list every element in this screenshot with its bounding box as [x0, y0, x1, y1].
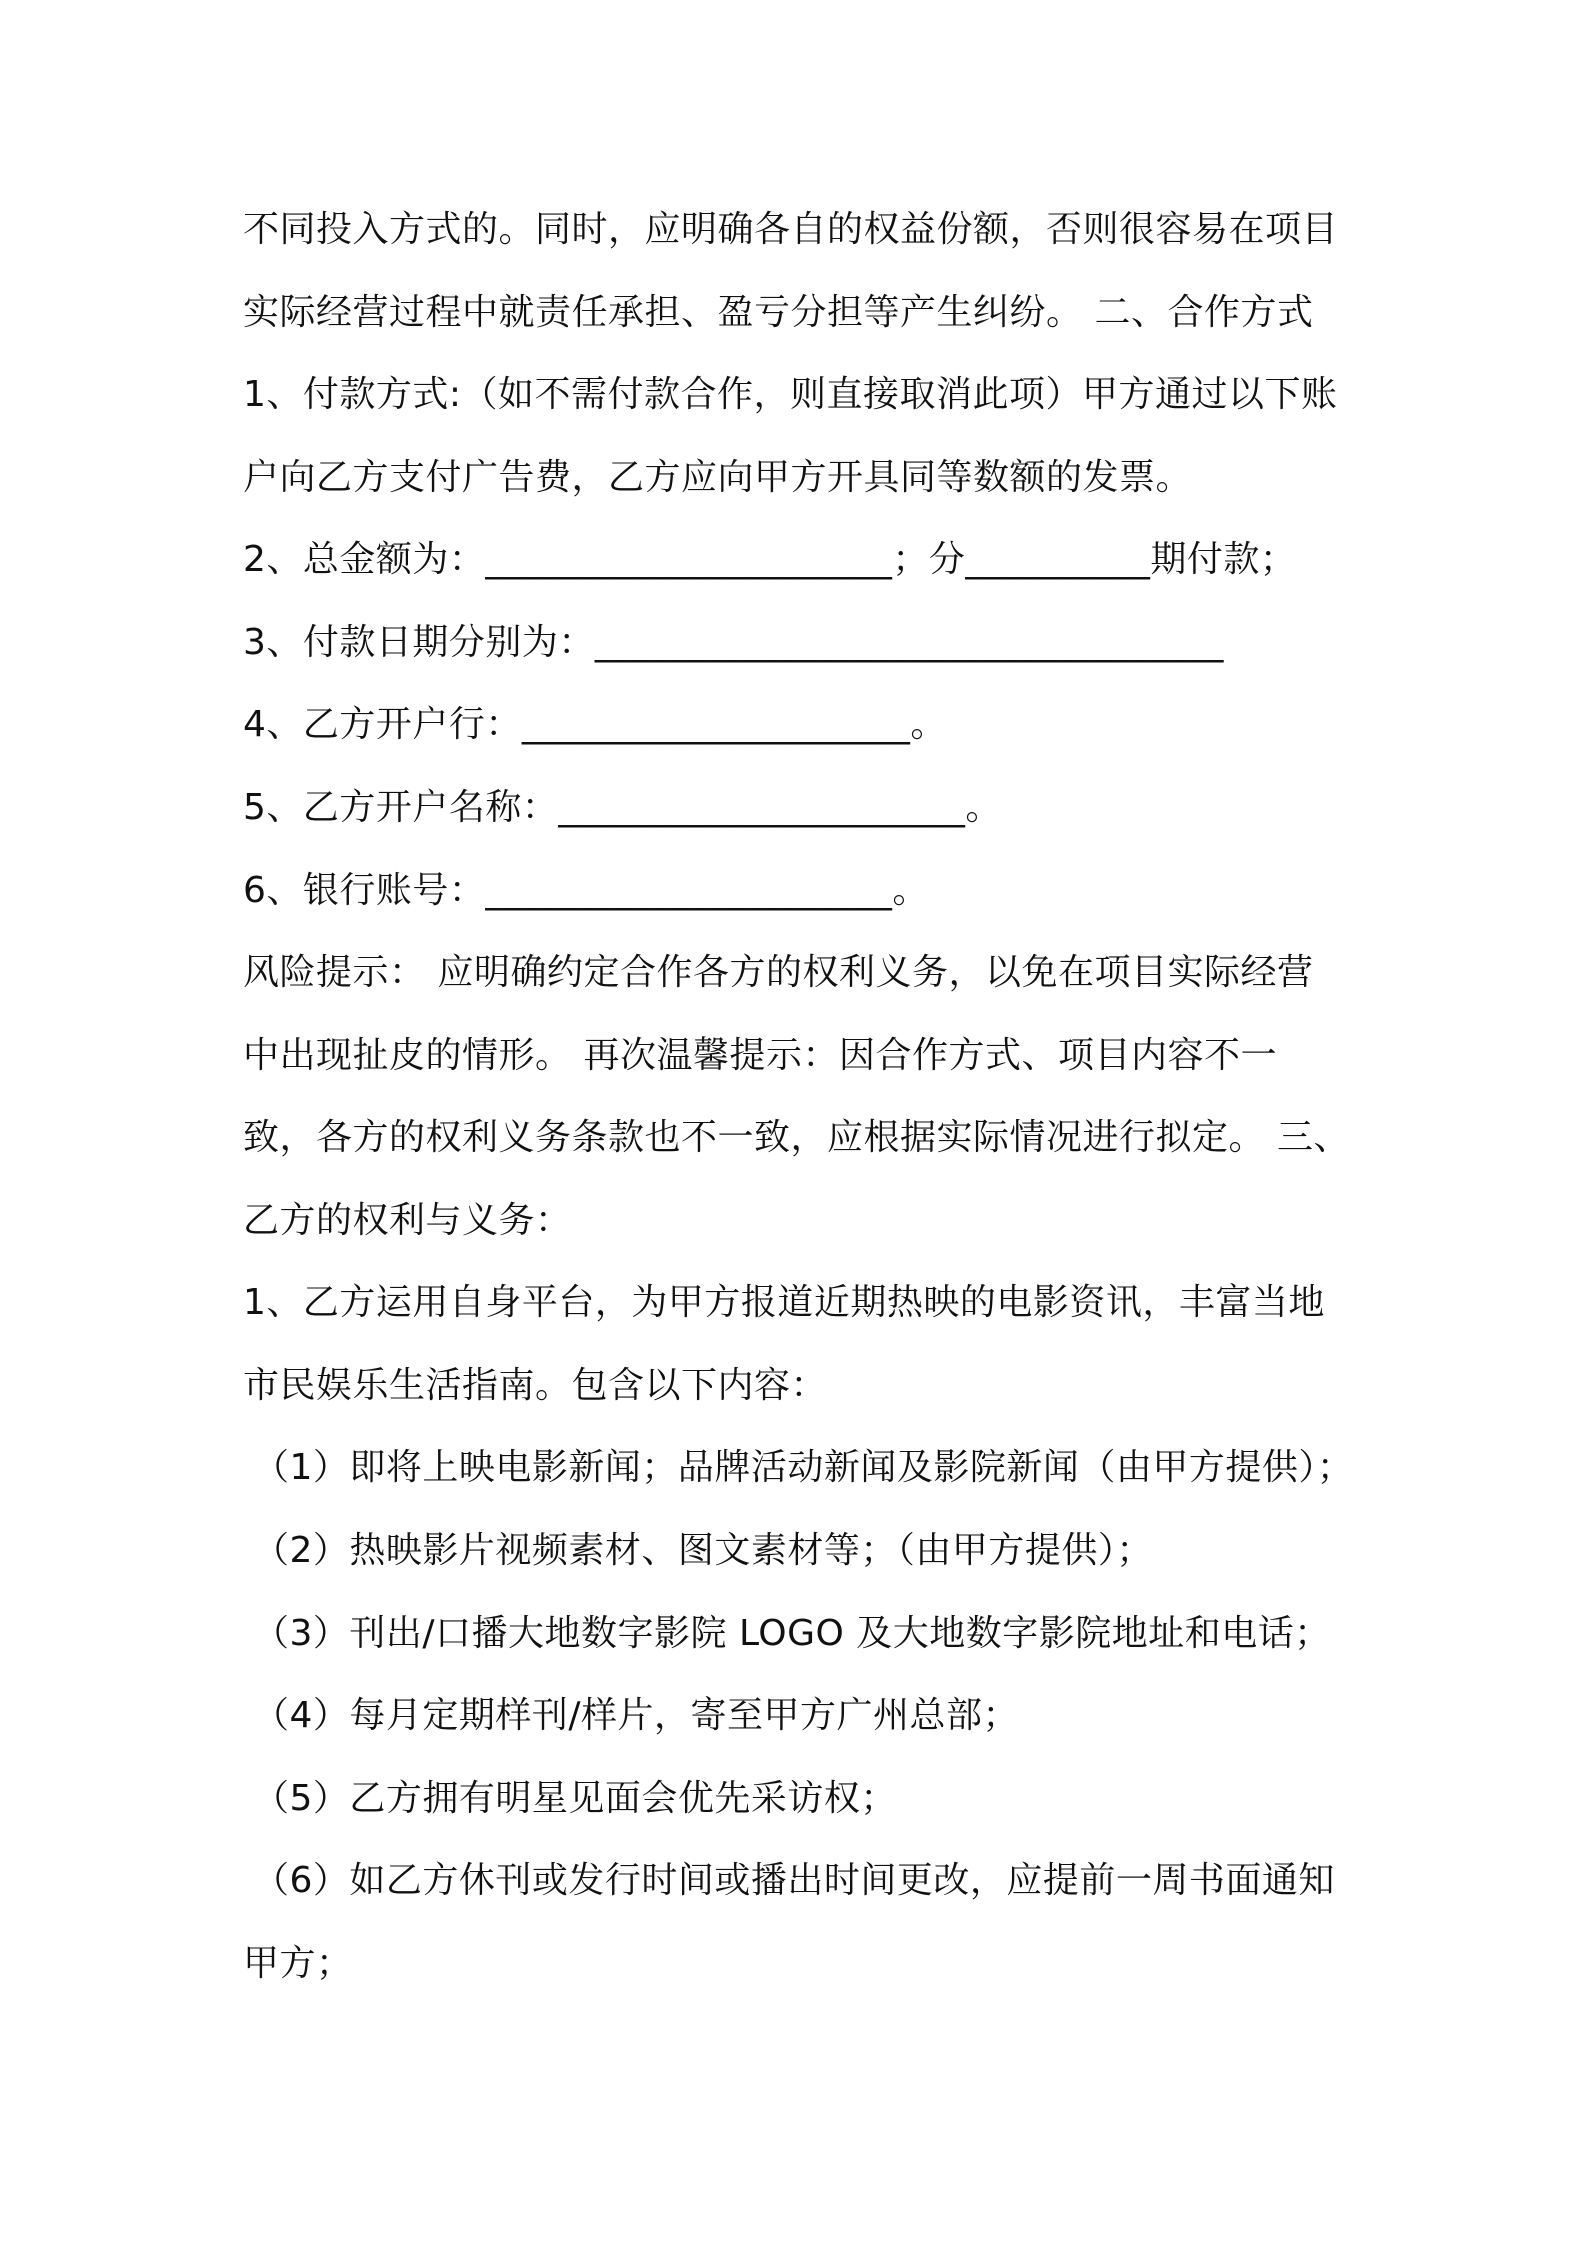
paragraph-line: 市民娱乐生活指南。包含以下内容： — [243, 1365, 828, 1406]
list-item: （3）刊出/口播大地数字影院 LOGO 及大地数字影院地址和电话； — [253, 1613, 1331, 1654]
list-item: （6）如乙方休刊或发行时间或播出时间更改，应提前一周书面通知 — [253, 1860, 1335, 1901]
paragraph-line: 实际经营过程中就责任承担、盈亏分担等产生纠纷。 二、合作方式 — [243, 292, 1314, 333]
paragraph-line: 不同投入方式的。同时，应明确各自的权益份额，否则很容易在项目 — [243, 209, 1339, 250]
list-item: （4）每月定期样刊/样片，寄至甲方广州总部； — [253, 1695, 1020, 1736]
payment-amount-line: 2、总金额为：______________________；分__________期付款； — [243, 539, 1297, 580]
paragraph-line: 中出现扯皮的情形。 再次温馨提示：因合作方式、项目内容不一 — [243, 1035, 1277, 1076]
paragraph-line: 致，各方的权利义务条款也不一致，应根据实际情况进行拟定。 三、 — [243, 1117, 1350, 1158]
risk-note-line: 风险提示： 应明确约定合作各方的权利义务，以免在项目实际经营 — [243, 952, 1314, 993]
paragraph-line: 甲方； — [243, 1943, 353, 1984]
list-item: （2）热映影片视频素材、图文素材等；（由甲方提供）； — [253, 1530, 1153, 1571]
section-heading-line: 乙方的权利与义务： — [243, 1200, 572, 1241]
account-number-line: 6、银行账号：______________________。 — [243, 870, 929, 911]
paragraph-line: 户向乙方支付广告费，乙方应向甲方开具同等数额的发票。 — [243, 457, 1193, 498]
paragraph-line: 1、付款方式:（如不需付款合作，则直接取消此项）甲方通过以下账 — [243, 374, 1338, 415]
payment-date-line: 3、付款日期分别为：__________________________________ — [243, 622, 1224, 663]
paragraph-line: 1、乙方运用自身平台，为甲方报道近期热映的电影资讯，丰富当地 — [243, 1282, 1325, 1323]
list-item: （5）乙方拥有明星见面会优先采访权； — [253, 1778, 897, 1819]
account-name-line: 5、乙方开户名称：______________________。 — [243, 787, 1002, 828]
list-item: （1）即将上映电影新闻；品牌活动新闻及影院新闻（由甲方提供）； — [253, 1447, 1354, 1488]
bank-name-line: 4、乙方开户行：_____________________。 — [243, 704, 947, 745]
